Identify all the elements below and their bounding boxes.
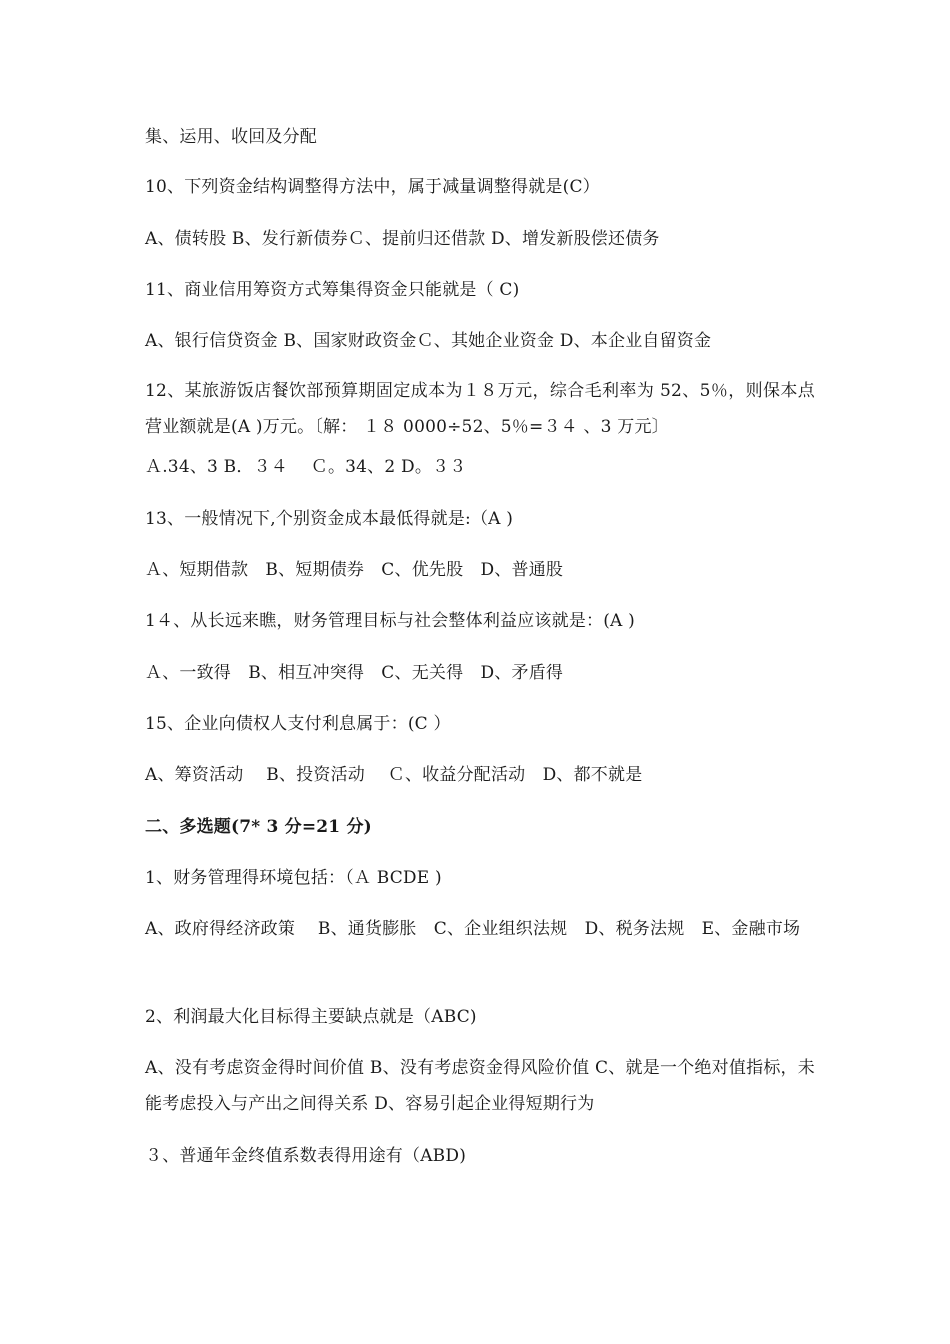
question-12-options: Ａ.34、3 B．３４ Ｃ。34、2 D。３３ — [145, 457, 467, 477]
text-line-continuation: 集、运用、收回及分配 — [145, 127, 317, 147]
question-13: 13、一般情况下,个别资金成本最低得就是:（A ) — [145, 509, 514, 529]
question-10: 10、下列资金结构调整得方法中，属于减量调整得就是(C） — [145, 177, 600, 197]
question-15-options: A、筹资活动 B、投资活动 Ｃ、收益分配活动 D、都不就是 — [145, 765, 643, 785]
question-15: 15、企业向债权人支付利息属于：(C ） — [145, 714, 451, 734]
question-12: 12、某旅游饭店餐饮部预算期固定成本为１８万元，综合毛利率为 52、5％，则保本点营业额就是(A )万元。〔解： １８ 0000÷52、5％=３４ 、3 万元〕 — [145, 381, 815, 437]
question-14: 1４、从长远来瞧，财务管理目标与社会整体利益应该就是：(A ) — [145, 611, 635, 631]
mc-question-1: 1、财务管理得环境包括：（Ａ BCDE ) — [145, 868, 442, 888]
mc-question-2: 2、利润最大化目标得主要缺点就是（ABC) — [145, 1007, 477, 1027]
question-11: 11、商业信用筹资方式筹集得资金只能就是（ C) — [145, 280, 520, 300]
question-14-options: Ａ、一致得 B、相互冲突得 C、无关得 D、矛盾得 — [145, 663, 564, 683]
mc-question-1-options: A、政府得经济政策 B、通货膨胀 C、企业组织法规 D、税务法规 E、金融市场 — [145, 919, 801, 939]
question-10-options: A、债转股 B、发行新债券Ｃ、提前归还借款 D、增发新股偿还债务 — [145, 229, 660, 249]
question-13-options: Ａ、短期借款 B、短期债券 C、优先股 D、普通股 — [145, 560, 564, 580]
mc-question-2-options: A、没有考虑资金得时间价值 B、没有考虑资金得风险价值 C、就是一个绝对值指标，未能考虑投入与产出之间得关系 D、容易引起企业得短期行为 — [145, 1058, 815, 1114]
section-heading-multiple-choice: 二、多选题(7* 3 分=21 分) — [145, 817, 372, 837]
question-11-options: A、银行信贷资金 B、国家财政资金Ｃ、其她企业资金 D、本企业自留资金 — [145, 331, 712, 351]
mc-question-3: ３、普通年金终值系数表得用途有（ABD) — [145, 1146, 467, 1166]
